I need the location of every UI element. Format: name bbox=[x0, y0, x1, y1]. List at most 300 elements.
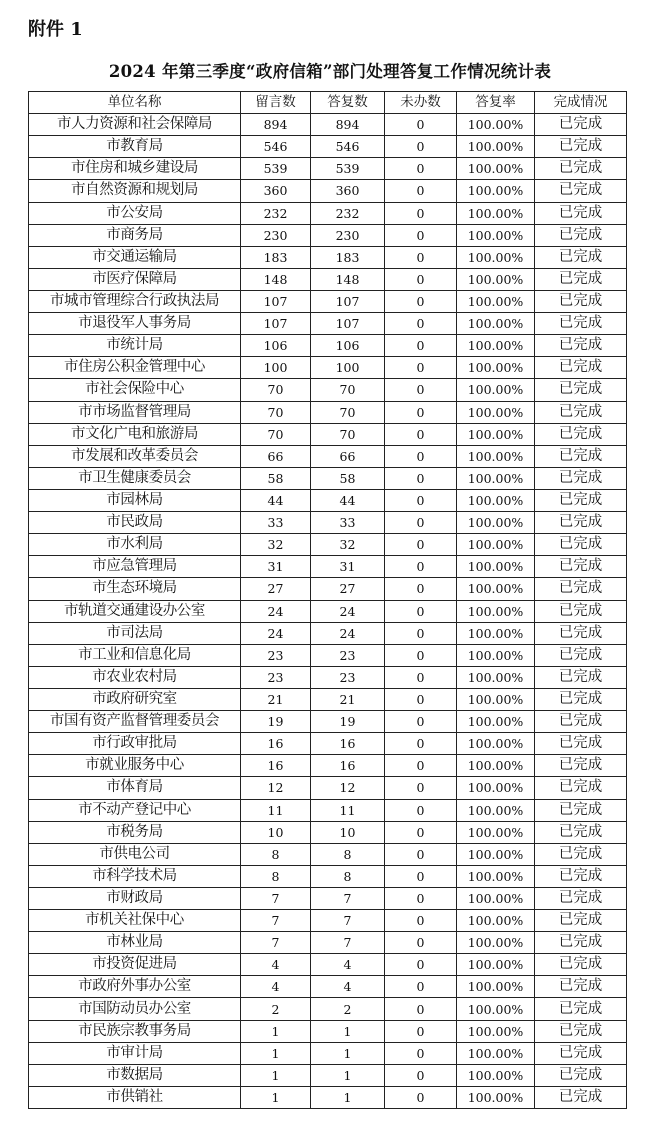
cell-unit-name: 市科学技术局 bbox=[29, 865, 241, 887]
cell-unit-name: 市人力资源和社会保障局 bbox=[29, 114, 241, 136]
cell-completion-status: 已完成 bbox=[535, 224, 627, 246]
cell-pending: 0 bbox=[385, 644, 457, 666]
cell-received: 1 bbox=[241, 1020, 311, 1042]
cell-reply-rate: 100.00% bbox=[457, 821, 535, 843]
table-row bbox=[29, 379, 627, 401]
table-row bbox=[29, 688, 627, 710]
cell-received: 2 bbox=[241, 998, 311, 1020]
cell-pending: 0 bbox=[385, 158, 457, 180]
cell-completion-status: 已完成 bbox=[535, 644, 627, 666]
cell-received: 148 bbox=[241, 268, 311, 290]
cell-received: 7 bbox=[241, 932, 311, 954]
cell-replied: 70 bbox=[311, 423, 385, 445]
cell-reply-rate: 100.00% bbox=[457, 1086, 535, 1108]
cell-replied: 10 bbox=[311, 821, 385, 843]
table-row bbox=[29, 954, 627, 976]
table-row bbox=[29, 910, 627, 932]
table-row bbox=[29, 290, 627, 312]
cell-replied: 32 bbox=[311, 534, 385, 556]
cell-reply-rate: 100.00% bbox=[457, 733, 535, 755]
cell-pending: 0 bbox=[385, 666, 457, 688]
cell-pending: 0 bbox=[385, 733, 457, 755]
cell-pending: 0 bbox=[385, 622, 457, 644]
cell-completion-status: 已完成 bbox=[535, 711, 627, 733]
cell-pending: 0 bbox=[385, 1086, 457, 1108]
cell-received: 70 bbox=[241, 423, 311, 445]
cell-received: 19 bbox=[241, 711, 311, 733]
cell-pending: 0 bbox=[385, 976, 457, 998]
cell-pending: 0 bbox=[385, 180, 457, 202]
cell-pending: 0 bbox=[385, 578, 457, 600]
cell-reply-rate: 100.00% bbox=[457, 224, 535, 246]
cell-completion-status: 已完成 bbox=[535, 1020, 627, 1042]
cell-unit-name: 市体育局 bbox=[29, 777, 241, 799]
cell-received: 7 bbox=[241, 887, 311, 909]
table-row bbox=[29, 136, 627, 158]
cell-reply-rate: 100.00% bbox=[457, 622, 535, 644]
cell-received: 70 bbox=[241, 379, 311, 401]
cell-reply-rate: 100.00% bbox=[457, 1020, 535, 1042]
cell-pending: 0 bbox=[385, 489, 457, 511]
cell-reply-rate: 100.00% bbox=[457, 158, 535, 180]
cell-replied: 360 bbox=[311, 180, 385, 202]
cell-unit-name: 市供电公司 bbox=[29, 843, 241, 865]
cell-reply-rate: 100.00% bbox=[457, 799, 535, 821]
cell-unit-name: 市民族宗教事务局 bbox=[29, 1020, 241, 1042]
cell-unit-name: 市财政局 bbox=[29, 887, 241, 909]
header-pending: 未办数 bbox=[385, 92, 457, 114]
cell-replied: 21 bbox=[311, 688, 385, 710]
cell-completion-status: 已完成 bbox=[535, 335, 627, 357]
cell-unit-name: 市机关社保中心 bbox=[29, 910, 241, 932]
cell-completion-status: 已完成 bbox=[535, 202, 627, 224]
cell-pending: 0 bbox=[385, 887, 457, 909]
cell-completion-status: 已完成 bbox=[535, 512, 627, 534]
table-row bbox=[29, 644, 627, 666]
cell-received: 8 bbox=[241, 865, 311, 887]
cell-completion-status: 已完成 bbox=[535, 887, 627, 909]
cell-received: 183 bbox=[241, 246, 311, 268]
cell-pending: 0 bbox=[385, 401, 457, 423]
cell-reply-rate: 100.00% bbox=[457, 268, 535, 290]
table-row bbox=[29, 600, 627, 622]
cell-received: 546 bbox=[241, 136, 311, 158]
cell-pending: 0 bbox=[385, 136, 457, 158]
cell-reply-rate: 100.00% bbox=[457, 600, 535, 622]
cell-unit-name: 市应急管理局 bbox=[29, 556, 241, 578]
cell-reply-rate: 100.00% bbox=[457, 401, 535, 423]
cell-replied: 1 bbox=[311, 1064, 385, 1086]
cell-pending: 0 bbox=[385, 1042, 457, 1064]
cell-unit-name: 市统计局 bbox=[29, 335, 241, 357]
table-row bbox=[29, 512, 627, 534]
cell-pending: 0 bbox=[385, 799, 457, 821]
table-row bbox=[29, 998, 627, 1020]
cell-pending: 0 bbox=[385, 600, 457, 622]
cell-completion-status: 已完成 bbox=[535, 622, 627, 644]
cell-reply-rate: 100.00% bbox=[457, 335, 535, 357]
cell-replied: 11 bbox=[311, 799, 385, 821]
table-row bbox=[29, 622, 627, 644]
cell-replied: 2 bbox=[311, 998, 385, 1020]
cell-unit-name: 市市场监督管理局 bbox=[29, 401, 241, 423]
cell-reply-rate: 100.00% bbox=[457, 644, 535, 666]
cell-received: 894 bbox=[241, 114, 311, 136]
cell-pending: 0 bbox=[385, 865, 457, 887]
cell-replied: 27 bbox=[311, 578, 385, 600]
cell-reply-rate: 100.00% bbox=[457, 556, 535, 578]
cell-received: 4 bbox=[241, 954, 311, 976]
cell-received: 32 bbox=[241, 534, 311, 556]
cell-replied: 33 bbox=[311, 512, 385, 534]
table-row bbox=[29, 335, 627, 357]
cell-received: 31 bbox=[241, 556, 311, 578]
cell-completion-status: 已完成 bbox=[535, 268, 627, 290]
table-header-row bbox=[29, 92, 627, 114]
cell-reply-rate: 100.00% bbox=[457, 489, 535, 511]
cell-replied: 107 bbox=[311, 313, 385, 335]
cell-replied: 546 bbox=[311, 136, 385, 158]
cell-reply-rate: 100.00% bbox=[457, 290, 535, 312]
table-row bbox=[29, 1064, 627, 1086]
cell-reply-rate: 100.00% bbox=[457, 843, 535, 865]
cell-pending: 0 bbox=[385, 202, 457, 224]
cell-unit-name: 市审计局 bbox=[29, 1042, 241, 1064]
statistics-table bbox=[28, 91, 627, 1109]
cell-replied: 1 bbox=[311, 1086, 385, 1108]
cell-pending: 0 bbox=[385, 534, 457, 556]
cell-unit-name: 市司法局 bbox=[29, 622, 241, 644]
cell-completion-status: 已完成 bbox=[535, 313, 627, 335]
header-unit-name: 单位名称 bbox=[29, 92, 241, 114]
cell-unit-name: 市城市管理综合行政执法局 bbox=[29, 290, 241, 312]
table-row bbox=[29, 180, 627, 202]
cell-unit-name: 市发展和改革委员会 bbox=[29, 445, 241, 467]
cell-completion-status: 已完成 bbox=[535, 136, 627, 158]
cell-reply-rate: 100.00% bbox=[457, 313, 535, 335]
table-row bbox=[29, 268, 627, 290]
cell-received: 24 bbox=[241, 600, 311, 622]
cell-replied: 66 bbox=[311, 445, 385, 467]
cell-replied: 148 bbox=[311, 268, 385, 290]
cell-unit-name: 市投资促进局 bbox=[29, 954, 241, 976]
table-row bbox=[29, 755, 627, 777]
cell-pending: 0 bbox=[385, 777, 457, 799]
table-row bbox=[29, 467, 627, 489]
table-row bbox=[29, 445, 627, 467]
table-row bbox=[29, 202, 627, 224]
cell-pending: 0 bbox=[385, 467, 457, 489]
cell-replied: 44 bbox=[311, 489, 385, 511]
cell-replied: 19 bbox=[311, 711, 385, 733]
cell-reply-rate: 100.00% bbox=[457, 887, 535, 909]
cell-replied: 70 bbox=[311, 401, 385, 423]
table-row bbox=[29, 711, 627, 733]
cell-completion-status: 已完成 bbox=[535, 379, 627, 401]
cell-replied: 12 bbox=[311, 777, 385, 799]
table-row bbox=[29, 423, 627, 445]
cell-reply-rate: 100.00% bbox=[457, 357, 535, 379]
cell-unit-name: 市行政审批局 bbox=[29, 733, 241, 755]
cell-replied: 1 bbox=[311, 1042, 385, 1064]
cell-unit-name: 市供销社 bbox=[29, 1086, 241, 1108]
cell-received: 12 bbox=[241, 777, 311, 799]
cell-replied: 24 bbox=[311, 622, 385, 644]
header-received: 留言数 bbox=[241, 92, 311, 114]
cell-completion-status: 已完成 bbox=[535, 910, 627, 932]
cell-completion-status: 已完成 bbox=[535, 246, 627, 268]
table-row bbox=[29, 976, 627, 998]
cell-completion-status: 已完成 bbox=[535, 600, 627, 622]
cell-pending: 0 bbox=[385, 998, 457, 1020]
cell-completion-status: 已完成 bbox=[535, 755, 627, 777]
cell-reply-rate: 100.00% bbox=[457, 180, 535, 202]
cell-reply-rate: 100.00% bbox=[457, 512, 535, 534]
cell-reply-rate: 100.00% bbox=[457, 976, 535, 998]
table-row bbox=[29, 114, 627, 136]
cell-reply-rate: 100.00% bbox=[457, 865, 535, 887]
cell-replied: 1 bbox=[311, 1020, 385, 1042]
cell-replied: 230 bbox=[311, 224, 385, 246]
cell-unit-name: 市水利局 bbox=[29, 534, 241, 556]
cell-pending: 0 bbox=[385, 268, 457, 290]
cell-reply-rate: 100.00% bbox=[457, 534, 535, 556]
cell-unit-name: 市公安局 bbox=[29, 202, 241, 224]
cell-replied: 183 bbox=[311, 246, 385, 268]
cell-replied: 4 bbox=[311, 976, 385, 998]
cell-unit-name: 市卫生健康委员会 bbox=[29, 467, 241, 489]
cell-received: 33 bbox=[241, 512, 311, 534]
cell-unit-name: 市民政局 bbox=[29, 512, 241, 534]
cell-pending: 0 bbox=[385, 821, 457, 843]
table-row bbox=[29, 821, 627, 843]
cell-pending: 0 bbox=[385, 246, 457, 268]
cell-reply-rate: 100.00% bbox=[457, 777, 535, 799]
cell-received: 16 bbox=[241, 755, 311, 777]
table-row bbox=[29, 224, 627, 246]
header-replied: 答复数 bbox=[311, 92, 385, 114]
cell-pending: 0 bbox=[385, 313, 457, 335]
cell-replied: 23 bbox=[311, 666, 385, 688]
cell-received: 360 bbox=[241, 180, 311, 202]
cell-unit-name: 市林业局 bbox=[29, 932, 241, 954]
cell-replied: 31 bbox=[311, 556, 385, 578]
cell-unit-name: 市国防动员办公室 bbox=[29, 998, 241, 1020]
table-row bbox=[29, 246, 627, 268]
cell-reply-rate: 100.00% bbox=[457, 666, 535, 688]
cell-replied: 107 bbox=[311, 290, 385, 312]
cell-unit-name: 市国有资产监督管理委员会 bbox=[29, 711, 241, 733]
cell-received: 1 bbox=[241, 1042, 311, 1064]
page-title: 2024 年第三季度“政府信箱”部门处理答复工作情况统计表 bbox=[108, 62, 552, 81]
cell-unit-name: 市不动产登记中心 bbox=[29, 799, 241, 821]
cell-unit-name: 市交通运输局 bbox=[29, 246, 241, 268]
cell-unit-name: 市医疗保障局 bbox=[29, 268, 241, 290]
table-row bbox=[29, 556, 627, 578]
cell-pending: 0 bbox=[385, 755, 457, 777]
cell-pending: 0 bbox=[385, 512, 457, 534]
cell-replied: 24 bbox=[311, 600, 385, 622]
cell-reply-rate: 100.00% bbox=[457, 202, 535, 224]
cell-pending: 0 bbox=[385, 335, 457, 357]
cell-received: 106 bbox=[241, 335, 311, 357]
cell-received: 11 bbox=[241, 799, 311, 821]
cell-unit-name: 市生态环境局 bbox=[29, 578, 241, 600]
cell-reply-rate: 100.00% bbox=[457, 954, 535, 976]
cell-received: 4 bbox=[241, 976, 311, 998]
table-row bbox=[29, 401, 627, 423]
table-row bbox=[29, 578, 627, 600]
cell-pending: 0 bbox=[385, 843, 457, 865]
cell-reply-rate: 100.00% bbox=[457, 578, 535, 600]
cell-completion-status: 已完成 bbox=[535, 843, 627, 865]
cell-reply-rate: 100.00% bbox=[457, 998, 535, 1020]
cell-pending: 0 bbox=[385, 224, 457, 246]
table-row bbox=[29, 777, 627, 799]
cell-completion-status: 已完成 bbox=[535, 932, 627, 954]
cell-completion-status: 已完成 bbox=[535, 821, 627, 843]
table-row bbox=[29, 932, 627, 954]
cell-reply-rate: 100.00% bbox=[457, 379, 535, 401]
cell-unit-name: 市社会保险中心 bbox=[29, 379, 241, 401]
table-row bbox=[29, 799, 627, 821]
cell-pending: 0 bbox=[385, 954, 457, 976]
table-row bbox=[29, 158, 627, 180]
cell-completion-status: 已完成 bbox=[535, 976, 627, 998]
cell-reply-rate: 100.00% bbox=[457, 910, 535, 932]
cell-pending: 0 bbox=[385, 688, 457, 710]
cell-received: 24 bbox=[241, 622, 311, 644]
cell-reply-rate: 100.00% bbox=[457, 755, 535, 777]
cell-replied: 7 bbox=[311, 887, 385, 909]
cell-unit-name: 市文化广电和旅游局 bbox=[29, 423, 241, 445]
cell-reply-rate: 100.00% bbox=[457, 932, 535, 954]
cell-received: 23 bbox=[241, 666, 311, 688]
cell-completion-status: 已完成 bbox=[535, 423, 627, 445]
table-row bbox=[29, 843, 627, 865]
table-body bbox=[29, 114, 627, 1109]
cell-unit-name: 市退役军人事务局 bbox=[29, 313, 241, 335]
cell-received: 70 bbox=[241, 401, 311, 423]
cell-unit-name: 市政府外事办公室 bbox=[29, 976, 241, 998]
cell-completion-status: 已完成 bbox=[535, 865, 627, 887]
cell-replied: 8 bbox=[311, 865, 385, 887]
cell-received: 232 bbox=[241, 202, 311, 224]
cell-pending: 0 bbox=[385, 711, 457, 733]
cell-received: 58 bbox=[241, 467, 311, 489]
cell-reply-rate: 100.00% bbox=[457, 114, 535, 136]
header-reply-rate: 答复率 bbox=[457, 92, 535, 114]
cell-received: 44 bbox=[241, 489, 311, 511]
cell-unit-name: 市自然资源和规划局 bbox=[29, 180, 241, 202]
cell-completion-status: 已完成 bbox=[535, 1042, 627, 1064]
cell-received: 66 bbox=[241, 445, 311, 467]
cell-completion-status: 已完成 bbox=[535, 666, 627, 688]
cell-reply-rate: 100.00% bbox=[457, 688, 535, 710]
cell-completion-status: 已完成 bbox=[535, 578, 627, 600]
cell-completion-status: 已完成 bbox=[535, 1086, 627, 1108]
cell-replied: 7 bbox=[311, 910, 385, 932]
table-row bbox=[29, 1042, 627, 1064]
cell-pending: 0 bbox=[385, 556, 457, 578]
cell-received: 10 bbox=[241, 821, 311, 843]
cell-completion-status: 已完成 bbox=[535, 534, 627, 556]
cell-pending: 0 bbox=[385, 357, 457, 379]
cell-received: 27 bbox=[241, 578, 311, 600]
cell-unit-name: 市轨道交通建设办公室 bbox=[29, 600, 241, 622]
cell-completion-status: 已完成 bbox=[535, 401, 627, 423]
cell-replied: 16 bbox=[311, 733, 385, 755]
cell-replied: 4 bbox=[311, 954, 385, 976]
cell-reply-rate: 100.00% bbox=[457, 711, 535, 733]
cell-unit-name: 市住房和城乡建设局 bbox=[29, 158, 241, 180]
cell-reply-rate: 100.00% bbox=[457, 246, 535, 268]
cell-unit-name: 市商务局 bbox=[29, 224, 241, 246]
cell-unit-name: 市住房公积金管理中心 bbox=[29, 357, 241, 379]
cell-unit-name: 市数据局 bbox=[29, 1064, 241, 1086]
cell-replied: 23 bbox=[311, 644, 385, 666]
cell-completion-status: 已完成 bbox=[535, 688, 627, 710]
table-row bbox=[29, 1020, 627, 1042]
cell-reply-rate: 100.00% bbox=[457, 1064, 535, 1086]
cell-reply-rate: 100.00% bbox=[457, 136, 535, 158]
cell-replied: 100 bbox=[311, 357, 385, 379]
cell-received: 7 bbox=[241, 910, 311, 932]
cell-received: 1 bbox=[241, 1064, 311, 1086]
cell-received: 230 bbox=[241, 224, 311, 246]
table-row bbox=[29, 887, 627, 909]
header-completion-status: 完成情况 bbox=[535, 92, 627, 114]
cell-completion-status: 已完成 bbox=[535, 357, 627, 379]
table-row bbox=[29, 666, 627, 688]
cell-unit-name: 市税务局 bbox=[29, 821, 241, 843]
cell-received: 100 bbox=[241, 357, 311, 379]
cell-received: 107 bbox=[241, 313, 311, 335]
cell-pending: 0 bbox=[385, 932, 457, 954]
cell-completion-status: 已完成 bbox=[535, 954, 627, 976]
attachment-label: 附件 1 bbox=[28, 19, 83, 40]
cell-replied: 16 bbox=[311, 755, 385, 777]
table-row bbox=[29, 357, 627, 379]
table-row bbox=[29, 313, 627, 335]
cell-unit-name: 市教育局 bbox=[29, 136, 241, 158]
cell-unit-name: 市政府研究室 bbox=[29, 688, 241, 710]
cell-replied: 58 bbox=[311, 467, 385, 489]
cell-received: 539 bbox=[241, 158, 311, 180]
cell-reply-rate: 100.00% bbox=[457, 1042, 535, 1064]
cell-reply-rate: 100.00% bbox=[457, 445, 535, 467]
cell-received: 23 bbox=[241, 644, 311, 666]
cell-pending: 0 bbox=[385, 1064, 457, 1086]
cell-replied: 894 bbox=[311, 114, 385, 136]
table-row bbox=[29, 733, 627, 755]
cell-completion-status: 已完成 bbox=[535, 445, 627, 467]
cell-pending: 0 bbox=[385, 1020, 457, 1042]
cell-completion-status: 已完成 bbox=[535, 158, 627, 180]
cell-pending: 0 bbox=[385, 445, 457, 467]
cell-replied: 7 bbox=[311, 932, 385, 954]
cell-completion-status: 已完成 bbox=[535, 556, 627, 578]
cell-unit-name: 市工业和信息化局 bbox=[29, 644, 241, 666]
table-row bbox=[29, 1086, 627, 1108]
cell-pending: 0 bbox=[385, 379, 457, 401]
cell-replied: 8 bbox=[311, 843, 385, 865]
cell-reply-rate: 100.00% bbox=[457, 423, 535, 445]
cell-unit-name: 市农业农村局 bbox=[29, 666, 241, 688]
cell-unit-name: 市园林局 bbox=[29, 489, 241, 511]
cell-completion-status: 已完成 bbox=[535, 777, 627, 799]
cell-pending: 0 bbox=[385, 114, 457, 136]
